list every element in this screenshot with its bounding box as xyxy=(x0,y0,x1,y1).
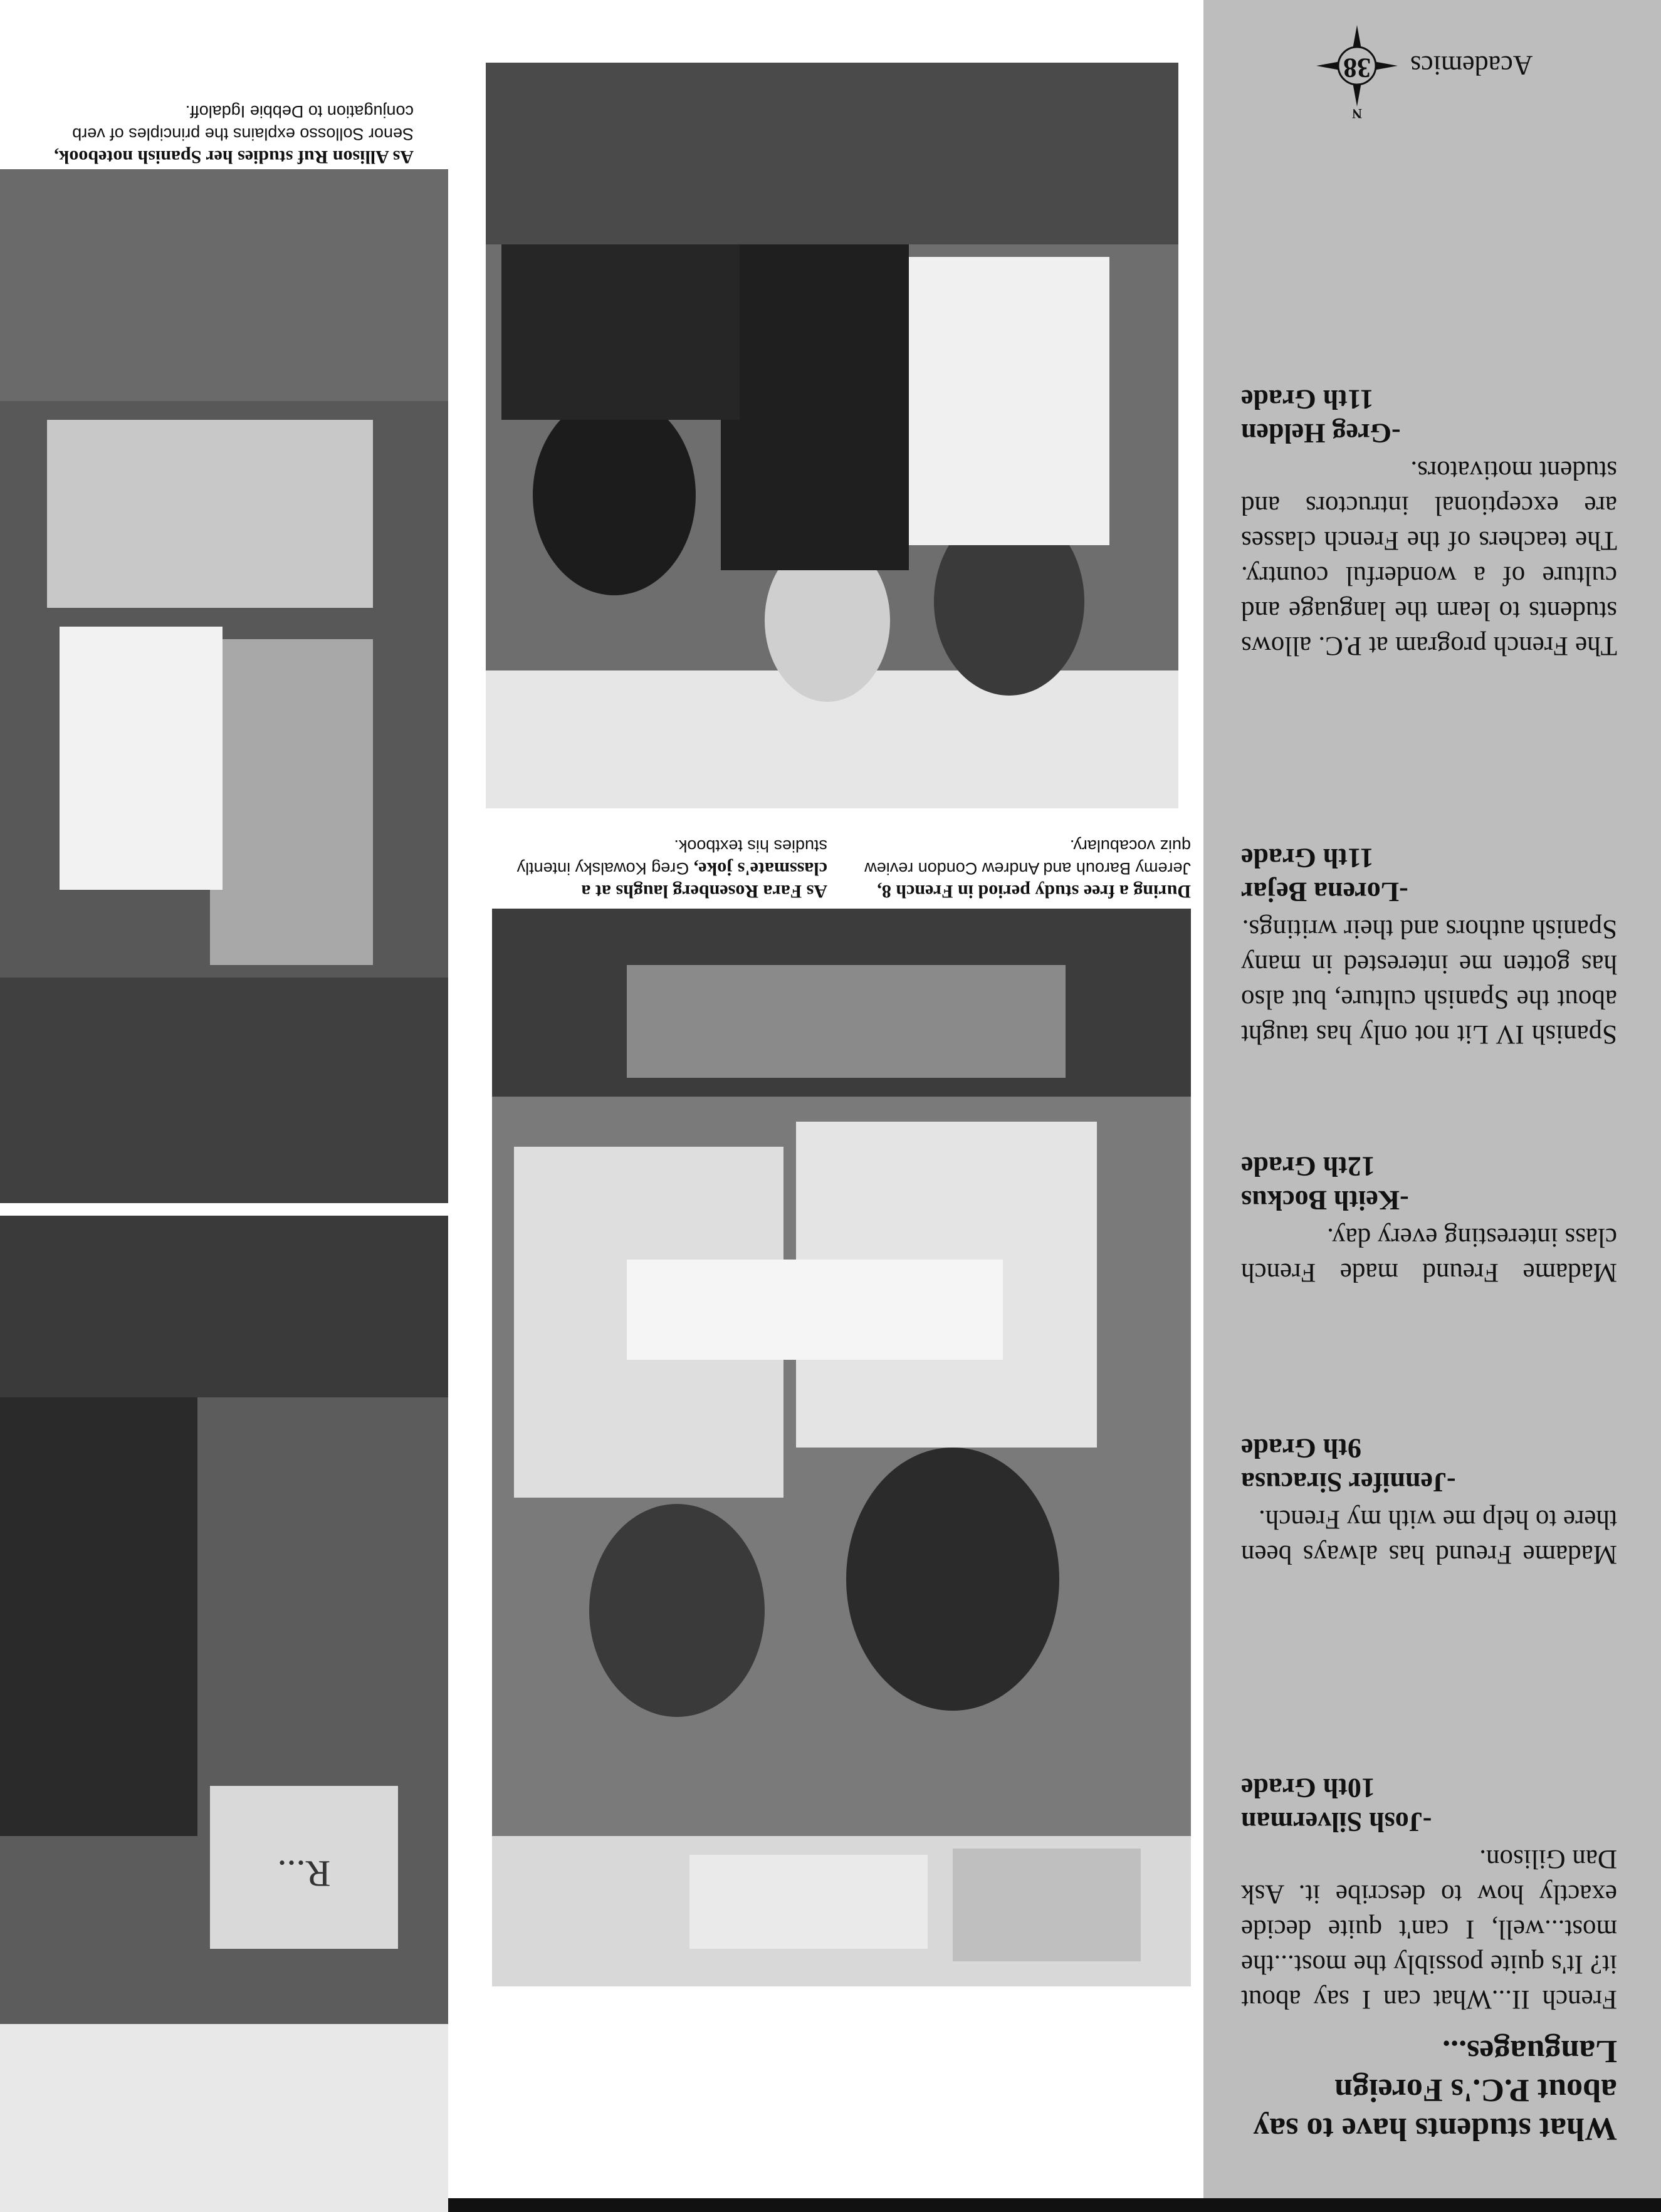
quote-text: French II...What can I say about it? It's quite possibly the most...the most...well, I can't quite decide exactly how to describe it. Ask Dan Gilison. xyxy=(1241,1844,1617,2014)
quote-sidebar xyxy=(1203,0,1661,2198)
quote-text: The French program at P.C. allows students to learn the language and culture of a wonderful country. The teachers of the French classes are exceptional intructors and student motivators. xyxy=(1241,456,1617,660)
caption-body: Senor Sollosso explains the principles of verb conjugation to Debbie Igdaloff. xyxy=(72,102,414,143)
quote-grade: 9th Grade xyxy=(1241,1433,1361,1464)
quote-attribution xyxy=(1241,382,1617,450)
quote-grade: 12th Grade xyxy=(1241,1151,1375,1182)
quote-name: -Lorena Bejar xyxy=(1241,877,1408,907)
caption-lead: As Allison Ruf studies her Spanish notebook, xyxy=(54,147,414,167)
quote-text: Madame Freund has always been there to help me with my French. xyxy=(1241,1505,1617,1569)
student-quote xyxy=(1241,1149,1617,1290)
caption-allison-ruf xyxy=(13,100,414,168)
quote-name: -Jennifer Siracusa xyxy=(1241,1467,1456,1498)
quote-grade: 11th Grade xyxy=(1241,843,1374,874)
compass-n: N xyxy=(1352,106,1362,122)
quote-attribution xyxy=(1241,1149,1617,1217)
quote-text: Spanish IV Lit not only has taught about the Spanish culture, but also has gotten me interested in many Spanish authors and their writings. xyxy=(1241,914,1617,1049)
page-marker xyxy=(1254,18,1580,122)
student-quote xyxy=(1241,382,1617,663)
quote-grade: 11th Grade xyxy=(1241,384,1374,415)
photo-french-study xyxy=(492,909,1191,1986)
quote-name: -Josh Silverman xyxy=(1241,1807,1432,1837)
photo-neighbor-top xyxy=(0,1216,448,2212)
quote-attribution xyxy=(1241,841,1617,909)
quote-name: -Keith Bockus xyxy=(1241,1185,1409,1216)
quote-name: -Greg Helden xyxy=(1241,418,1401,449)
caption-body: Jeremy Barouh and Andrew Condon review quiz vocabulary. xyxy=(864,837,1191,878)
quote-grade: 10th Grade xyxy=(1241,1773,1375,1803)
section-title: Academics xyxy=(1410,50,1533,81)
caption-french-study xyxy=(852,835,1191,902)
student-quote xyxy=(1241,1431,1617,1572)
photo-spanish-class xyxy=(486,63,1178,808)
student-quote xyxy=(1241,1771,1617,2016)
student-quote xyxy=(1241,841,1617,1051)
caption-lead: During a free study period in French 8, xyxy=(877,881,1191,902)
sidebar-headline: What students have to say about P.C.'s Foreign Languages... xyxy=(1253,2033,1617,2147)
quote-text: Madame Freund made French class interesting every day. xyxy=(1241,1223,1617,1287)
caption-fara-rosenberg xyxy=(489,835,827,902)
quote-attribution xyxy=(1241,1771,1617,1839)
caption-lead: As Fara Rosenberg laughs at a classmate's joke, xyxy=(581,858,827,902)
photo-neighbor-bottom xyxy=(0,169,448,1203)
page-number: 38 xyxy=(1343,53,1371,83)
chalkboard-text: R... xyxy=(277,1853,331,1894)
quote-attribution xyxy=(1241,1431,1617,1499)
caption-body: Greg Kowalsky intently studies his textbook. xyxy=(516,837,827,878)
